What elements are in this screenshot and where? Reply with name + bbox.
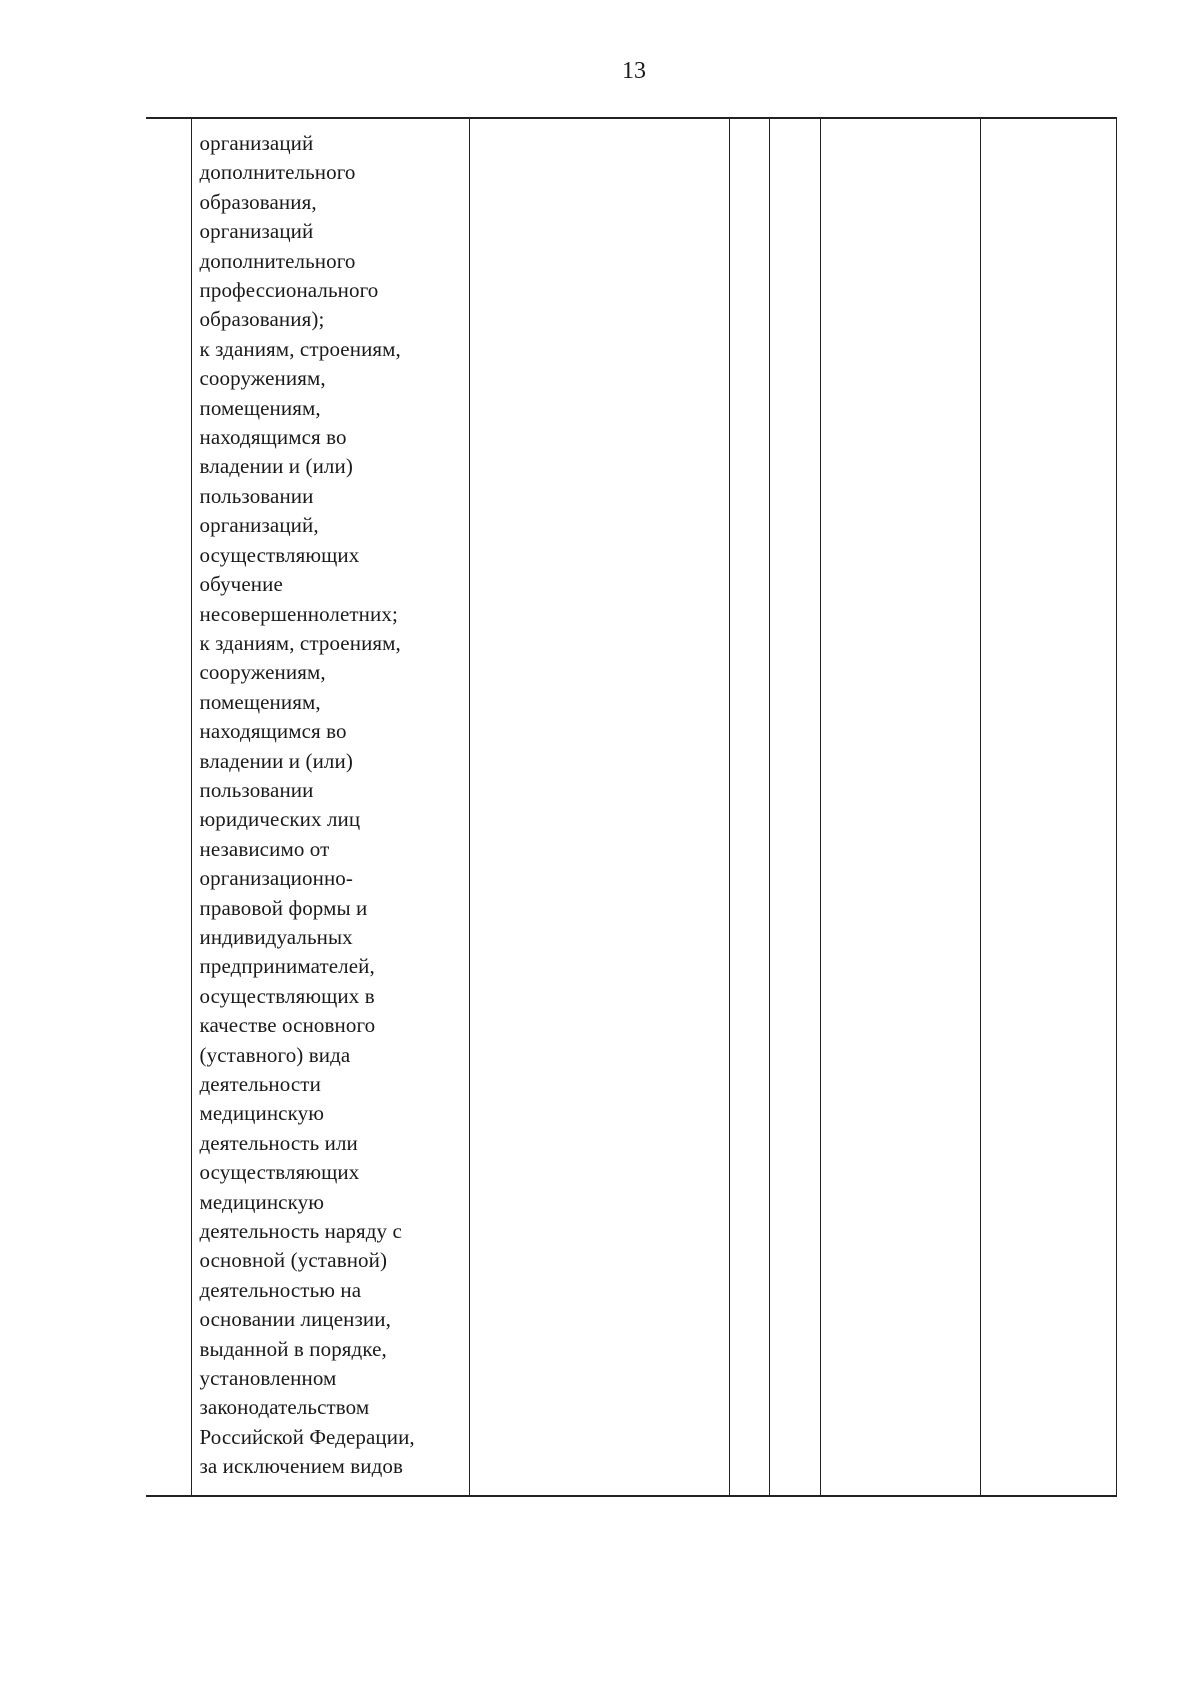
table-cell-3 [469,118,729,1496]
table-cell-number [146,118,191,1496]
table-cell-7 [980,118,1116,1496]
table-cell-4 [729,118,769,1496]
table-row [146,118,1116,1496]
page-number: 13 [622,58,646,84]
table-cell-5 [769,118,820,1496]
document-table [146,117,1117,1497]
table-cell-6 [820,118,980,1496]
table-cell-description: организаций дополнительного образования, организаций дополнительного профессионального образования); к зданиям, строениям, сооружениям, помещениям, находящимся во владении и (или) пользовании организаций, осуществляющих обучение несовершеннолетних; к зданиям, строениям, сооружениям, помещениям, находящимся во владении и (или) пользовании юридических лиц независимо от организационно- правовой формы и индивидуальных предпринимателей, осуществляющих в качестве основного (уставного) вида деятельности медицинскую деятельность или осуществляющих медицинскую деятельность наряду с основной (уставной) деятельностью на основании лицензии, выданной в порядке, установленном законодательством Российской Федерации, за исключением видов [191,118,469,1496]
